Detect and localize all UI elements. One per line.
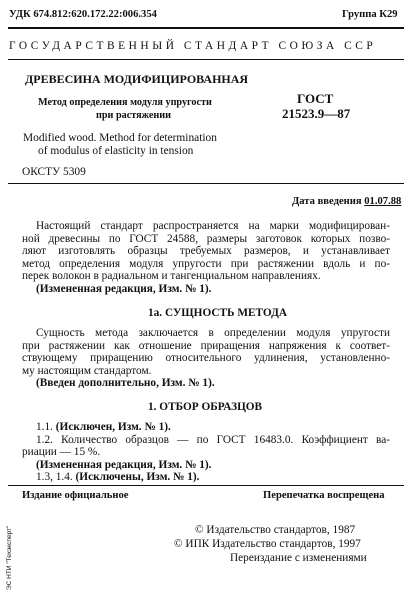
official-edition-label: Издание официальное [22, 490, 129, 501]
section-1a-paragraph [22, 327, 390, 390]
side-watermark-text: ЭС НТИ "Техэксперт" [6, 525, 13, 590]
item-1-3-text: (Исключены, Изм. № 1). [75, 471, 200, 484]
document-subtitle-ru-line2: при растяжении [96, 110, 171, 121]
document-title-en-line2: of modulus of elasticity in tension [38, 145, 194, 157]
section-1a-line: ствующему приращению относительного удлинения, установленно- [22, 352, 390, 365]
item-1-1-number: 1.1. [36, 421, 56, 433]
intro-line: ляют изготовлять образцы требуемых размеров, и устанавливает [22, 245, 390, 258]
item-1-1-text: (Исключен, Изм. № 1). [55, 421, 171, 433]
copyright-line-1: © Издательство стандартов, 1987 [195, 524, 356, 536]
section-1-change-note: (Измененная редакция, Изм. № 1). [36, 458, 212, 471]
effective-date-value: 01.07.88 [364, 196, 402, 207]
side-watermark [1, 440, 11, 600]
section-1a-line: му настоящим стандартом. [22, 364, 152, 377]
item-1-3-number: 1.3, 1.4. [36, 471, 76, 484]
intro-change-note: (Измененная редакция, Изм. № 1). [36, 282, 212, 295]
effective-date [292, 196, 401, 207]
document-subtitle-ru-line1: Метод определения модуля упругости [38, 97, 212, 108]
udk-code: УДК 674.812:620.172.22:006.354 [9, 9, 157, 20]
effective-date-label: Дата введения [292, 196, 365, 207]
footer-rule [8, 485, 404, 486]
intro-paragraph [22, 220, 390, 296]
standard-org-title: ГОСУДАРСТВЕННЫЙ СТАНДАРТ СОЮЗА ССР [9, 40, 377, 52]
item-1-2-line: 1.2. Количество образцов — по ГОСТ 16483.0. Коэффициент ва- [36, 433, 390, 446]
document-title-ru: ДРЕВЕСИНА МОДИФИЦИРОВАННАЯ [25, 72, 249, 86]
section-1a-heading: 1а. СУЩНОСТЬ МЕТОДА [148, 307, 288, 319]
section-1a-change-note: (Введен дополнительно, Изм. № 1). [36, 377, 215, 390]
copyright-line-2: © ИПК Издательство стандартов, 1997 [174, 538, 361, 550]
item-1-3 [22, 471, 390, 484]
intro-line: метод определения модуля упругости при растяжении вдоль и по- [22, 257, 390, 270]
intro-line: ной древесины по ГОСТ 24588, размеры заготовок которых позво- [22, 232, 390, 245]
gost-label: ГОСТ [297, 91, 334, 106]
title-block-rule [8, 183, 404, 184]
section-1a-line: Сущность метода заключается в определении модуля упругости [36, 327, 390, 339]
header-rule-bottom [8, 59, 404, 60]
section-1a-line: при растяжении как отношение приращения напряжения к соответ- [22, 339, 390, 352]
item-1-2-line: риации — 15 %. [22, 446, 101, 459]
section-1-heading: 1. ОТБОР ОБРАЗЦОВ [148, 401, 263, 413]
item-1-1 [22, 421, 390, 434]
header-rule-top [8, 27, 404, 29]
gost-number: 21523.9—87 [282, 106, 351, 121]
reprint-prohibited-label: Перепечатка воспрещена [263, 490, 385, 501]
group-code: Группа К29 [342, 9, 398, 20]
section-1-paragraph [22, 421, 390, 484]
reissue-note: Переиздание с изменениями [230, 552, 367, 564]
okstu-code: ОКСТУ 5309 [22, 166, 86, 178]
intro-line: перек волокон в радиальном и тангенциальном направлениях. [22, 270, 321, 283]
intro-line: Настоящий стандарт распространяется на марки модифицирован- [36, 220, 390, 232]
document-title-en-line1: Modified wood. Method for determination [23, 132, 217, 144]
